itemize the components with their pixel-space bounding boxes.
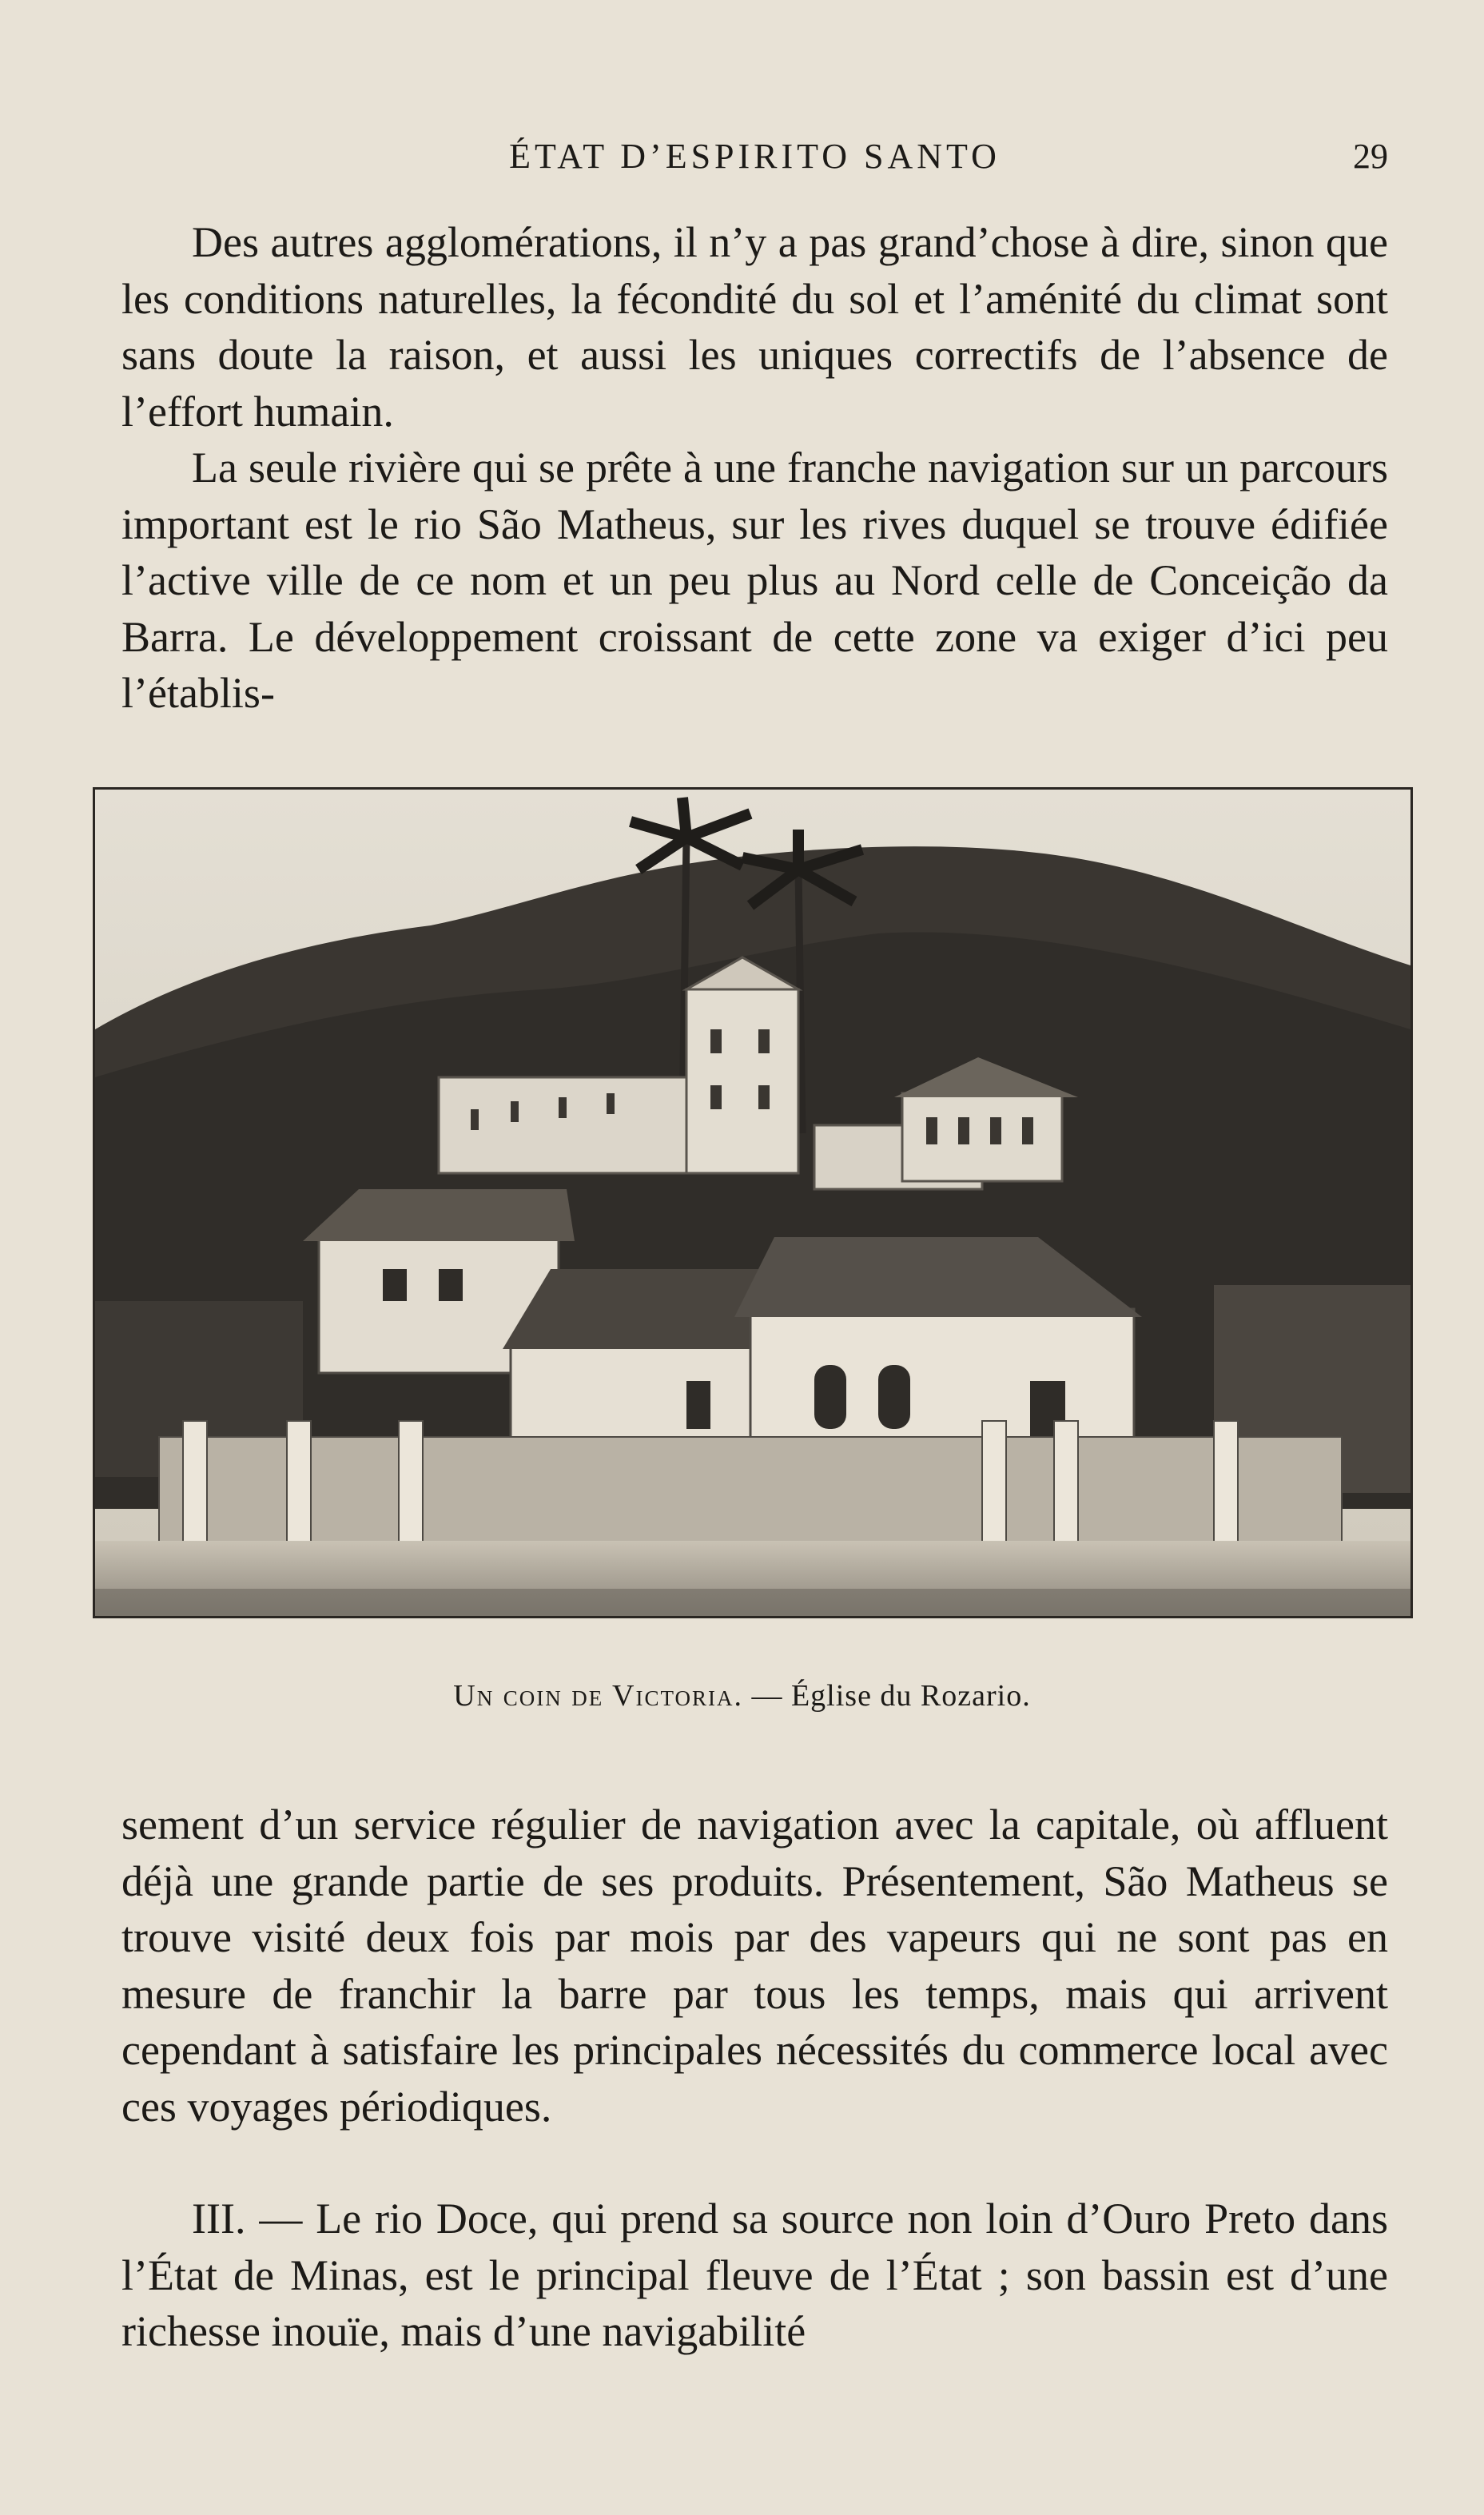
paragraph-navigation-service: sement d’un service régulier de navigation avec la capitale, où affluent déjà une grande partie de ses produits. Présentement, São Matheus se trouve visité deux fois par mois par des vapeurs qui ne sont pas en mesure de franchir la barre par tous les temps, mais qui arrivent cependant à satisfaire les principales nécessités du commerce local avec ces voyages périodiques. — [121, 1801, 1388, 2131]
church-building — [439, 1077, 710, 1173]
caption-title: Un coin de Victoria. — [453, 1679, 743, 1713]
photo-illustration — [95, 790, 1410, 1616]
page-header — [121, 136, 1388, 184]
page-number: 29 — [1353, 137, 1388, 176]
paragraph-rio-doce: III. — Le rio Doce, qui prend sa source non loin d’Ouro Preto dans l’État de Minas, est le principal fleuve de l’État ; son bassin est d’une richesse inouïe, mais d’une navigabilité — [121, 2195, 1388, 2355]
photograph-church-rozario — [93, 787, 1413, 1618]
running-title: ÉTAT D’ESPIRITO SANTO — [509, 137, 1001, 176]
figure-caption — [0, 1678, 1484, 1713]
paragraph-agglomerations: Des autres agglomérations, il n’y a pas grand’chose à dire, sinon que les conditions naturelles, la fécondité du sol et l’aménité du climat sont sans doute la raison, et aussi les uniques correctifs de l’absence de l’effort humain. — [121, 218, 1388, 436]
caption-subtitle: — Église du Rozario. — [742, 1679, 1031, 1713]
front-wall — [159, 1437, 1342, 1557]
paragraph-sao-matheus: La seule rivière qui se prête à une franche navigation sur un parcours important est le rio São Matheus, sur les rives duquel se trouve édifiée l’active ville de ce nom et un peu plus au Nord celle de Conceição da Barra. Le développement croissant de cette zone va exiger d’ici peu l’établis- — [121, 444, 1388, 717]
